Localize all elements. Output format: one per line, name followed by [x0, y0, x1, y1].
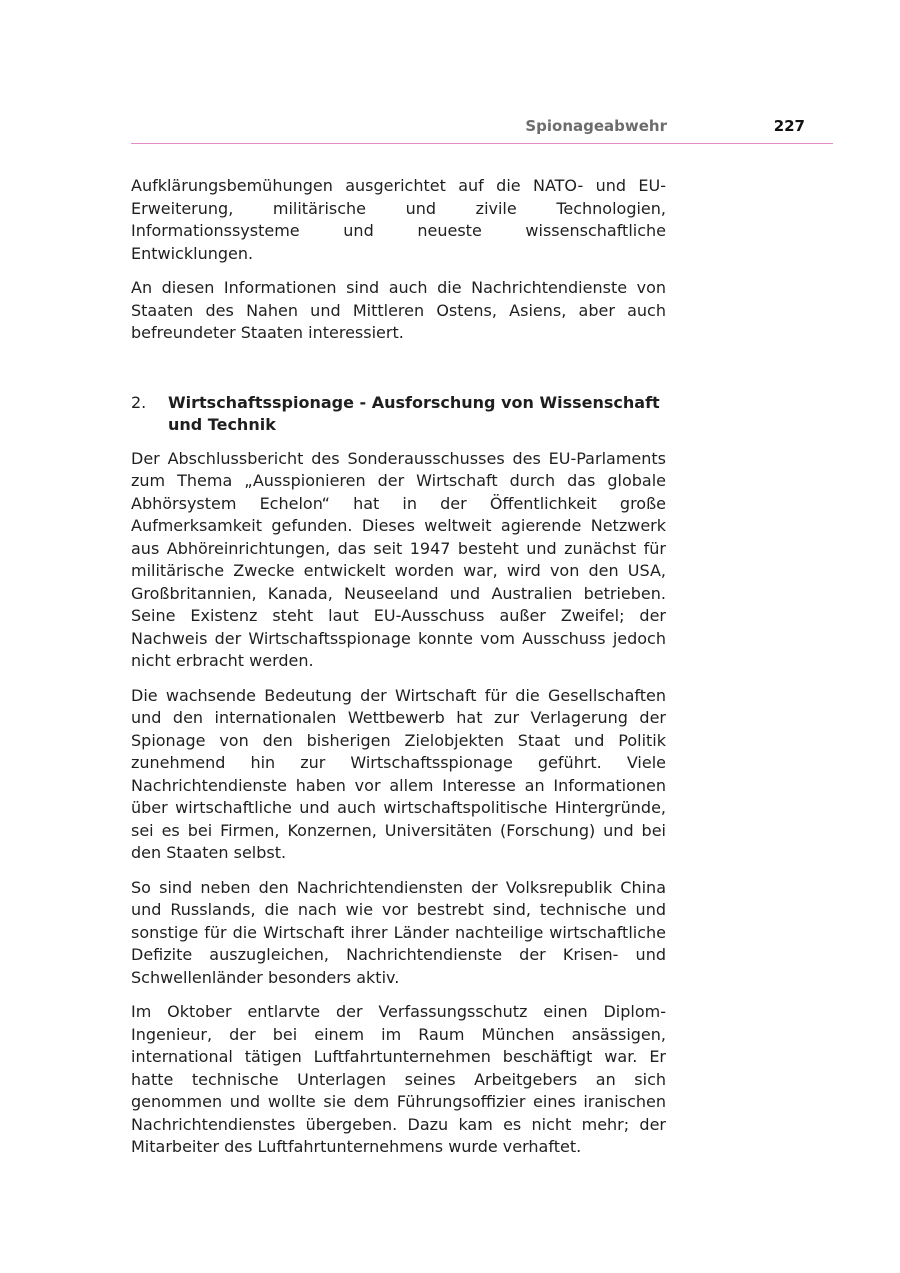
intro-paragraph-1: Aufklärungsbemühungen ausgerichtet auf die NATO- und EU-Erweiterung, militärische und zivile Technologien, Informationssysteme und neueste wissenschaftliche Entwicklungen.: [131, 176, 666, 263]
body-paragraph-2: Die wachsende Bedeutung der Wirtschaft für die Gesellschaften und den internationalen Wettbewerb hat zur Verlagerung der Spionage von den bisherigen Zielobjekten Staat und Politik zunehmend hin zur Wirtschaftsspionage geführt. Viele Nachrichtendienste haben vor allem Interesse an Informationen über wirtschaftliche und auch wirtschaftspolitische Hintergründe, sei es bei Firmen, Konzernen, Universitäten (Forschung) und bei den Staaten selbst.: [131, 685, 666, 862]
body-paragraph-4: Im Oktober entlarvte der Verfassungsschutz einen Diplom-Ingenieur, der bei einem im Raum München ansässigen, international tätigen Luftfahrtunternehmen beschäftigt war. Er hatte technische Unterlagen seines Arbeitgebers an sich genommen und wollte sie dem Führungsoffizier eines iranischen Nachrichtendienstes übergeben. Dazu kam es nicht mehr; der Mitarbeiter des Luftfahrtunternehmens wurde verhaftet.: [131, 1002, 666, 1156]
body-paragraph-1: Der Abschlussbericht des Sonderausschusses des EU-Parlaments zum Thema „Ausspionieren der Wirtschaft durch das globale Abhörsystem Echelon“ hat in der Öffentlichkeit große Aufmerksamkeit gefunden. Dieses weltweit agierende Netzwerk aus Abhöreinrichtungen, das seit 1947 besteht und zunächst für militärische Zwecke entwickelt worden war, wird von den USA, Großbritannien, Kanada, Neuseeland und Australien betrieben. Seine Existenz steht laut EU-Ausschuss außer Zweifel; der Nachweis der Wirtschaftsspionage konnte vom Ausschuss jedoch nicht erbracht werden.: [131, 448, 666, 670]
running-title: Spionageabwehr: [525, 117, 667, 135]
text-column: [131, 175, 666, 1171]
section-heading: [131, 392, 666, 437]
body-paragraph-3: So sind neben den Nachrichtendiensten der Volksrepublik China und Russlands, die nach wie vor bestrebt sind, technische und sonstige für die Wirtschaft ihrer Länder nachteilige wirtschaftliche Defizite auszugleichen, Nachrichtendienste der Krisen- und Schwellenländer besonders aktiv.: [131, 877, 666, 987]
page-number: 227: [773, 117, 805, 135]
intro-paragraph-2: An diesen Informationen sind auch die Nachrichtendienste von Staaten des Nahen und Mittleren Ostens, Asiens, aber auch befreundeter Staaten interessiert.: [131, 278, 666, 342]
section-title: Wirtschaftsspionage - Ausforschung von Wissenschaft und Technik: [168, 392, 660, 434]
running-header: [131, 117, 833, 144]
section-number: 2.: [131, 392, 147, 412]
